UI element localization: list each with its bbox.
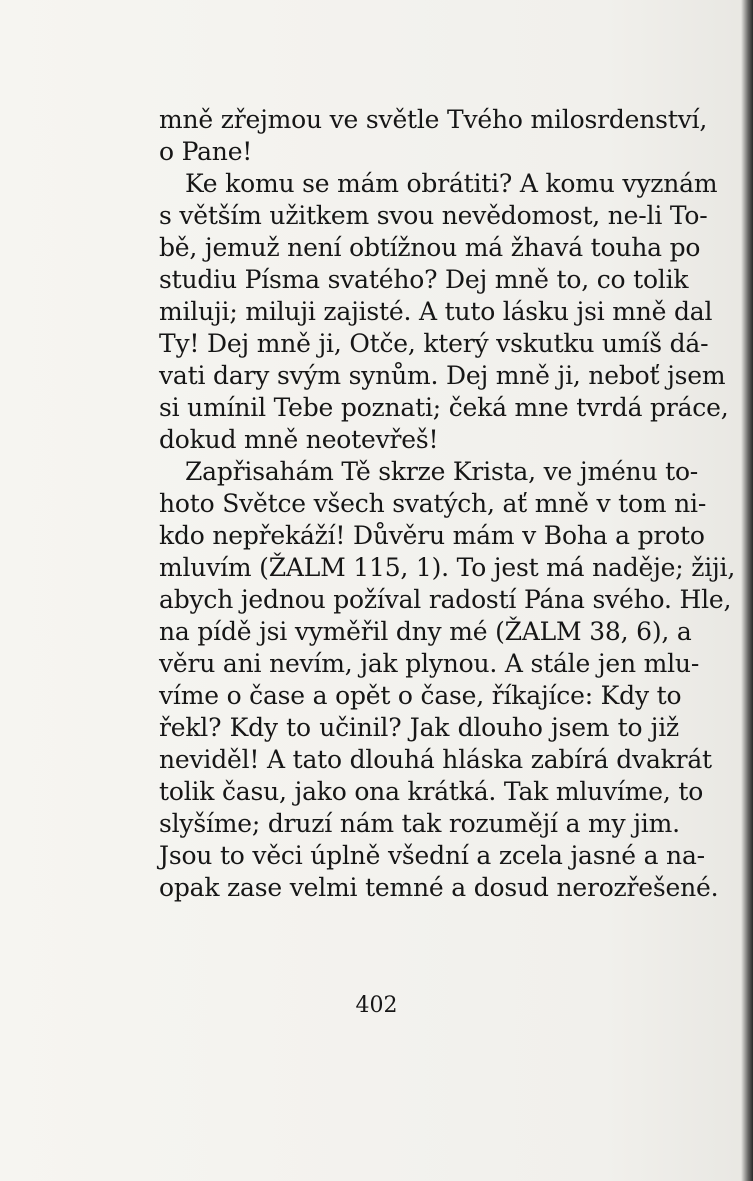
text-line: věru ani nevím, jak plynou. A stále jen mlu-	[159, 649, 700, 678]
text-line: hoto Světce všech svatých, ať mně v tom ni-	[159, 489, 707, 518]
text-line: na pídě jsi vyměřil dny mé (ŽALM 38, 6), a	[159, 617, 692, 646]
text-line: víme o čase a opět o čase, říkajíce: Kdy to	[159, 681, 682, 710]
paragraph-start-line: Ke komu se mám obrátiti? A komu vyznám	[185, 169, 718, 198]
body-text	[159, 104, 736, 904]
text-line: kdo nepřekáží! Důvěru mám v Boha a proto	[159, 521, 705, 550]
text-line: o Pane!	[159, 137, 253, 166]
text-line: miluji; miluji zajisté. A tuto lásku jsi mně dal	[159, 297, 713, 326]
text-line: mně zřejmou ve světle Tvého milosrdenství,	[159, 105, 708, 134]
paragraph-start-line: Zapřisahám Tě skrze Krista, ve jménu to-	[185, 457, 699, 486]
text-line: s větším užitkem svou nevědomost, ne-li To-	[159, 201, 708, 230]
text-line: studiu Písma svatého? Dej mně to, co tolik	[159, 265, 689, 294]
text-line: řekl? Kdy to učinil? Jak dlouho jsem to již	[159, 713, 679, 742]
text-line: si umínil Tebe poznati; čeká mne tvrdá práce,	[159, 393, 729, 422]
text-line: opak zase velmi temné a dosud nerozřešené.	[159, 873, 719, 902]
text-line: Jsou to věci úplně všední a zcela jasné a na-	[159, 841, 705, 870]
page-number: 402	[355, 993, 398, 1018]
text-line: Ty! Dej mně ji, Otče, který vskutku umíš dá-	[159, 329, 709, 358]
text-line: dokud mně neotevřeš!	[159, 425, 439, 454]
text-line: tolik času, jako ona krátká. Tak mluvíme, to	[159, 777, 704, 806]
text-line: mluvím (ŽALM 115, 1). To jest má naděje; žiji,	[159, 553, 736, 582]
text-line: neviděl! A tato dlouhá hláska zabírá dvakrát	[159, 745, 712, 774]
text-line: bě, jemuž není obtížnou má žhavá touha po	[159, 233, 701, 262]
text-line: abych jednou požíval radostí Pána svého. Hle,	[159, 585, 732, 614]
text-line: slyšíme; druzí nám tak rozumějí a my jim.	[159, 809, 680, 838]
text-line: vati dary svým synům. Dej mně ji, neboť jsem	[159, 361, 726, 390]
